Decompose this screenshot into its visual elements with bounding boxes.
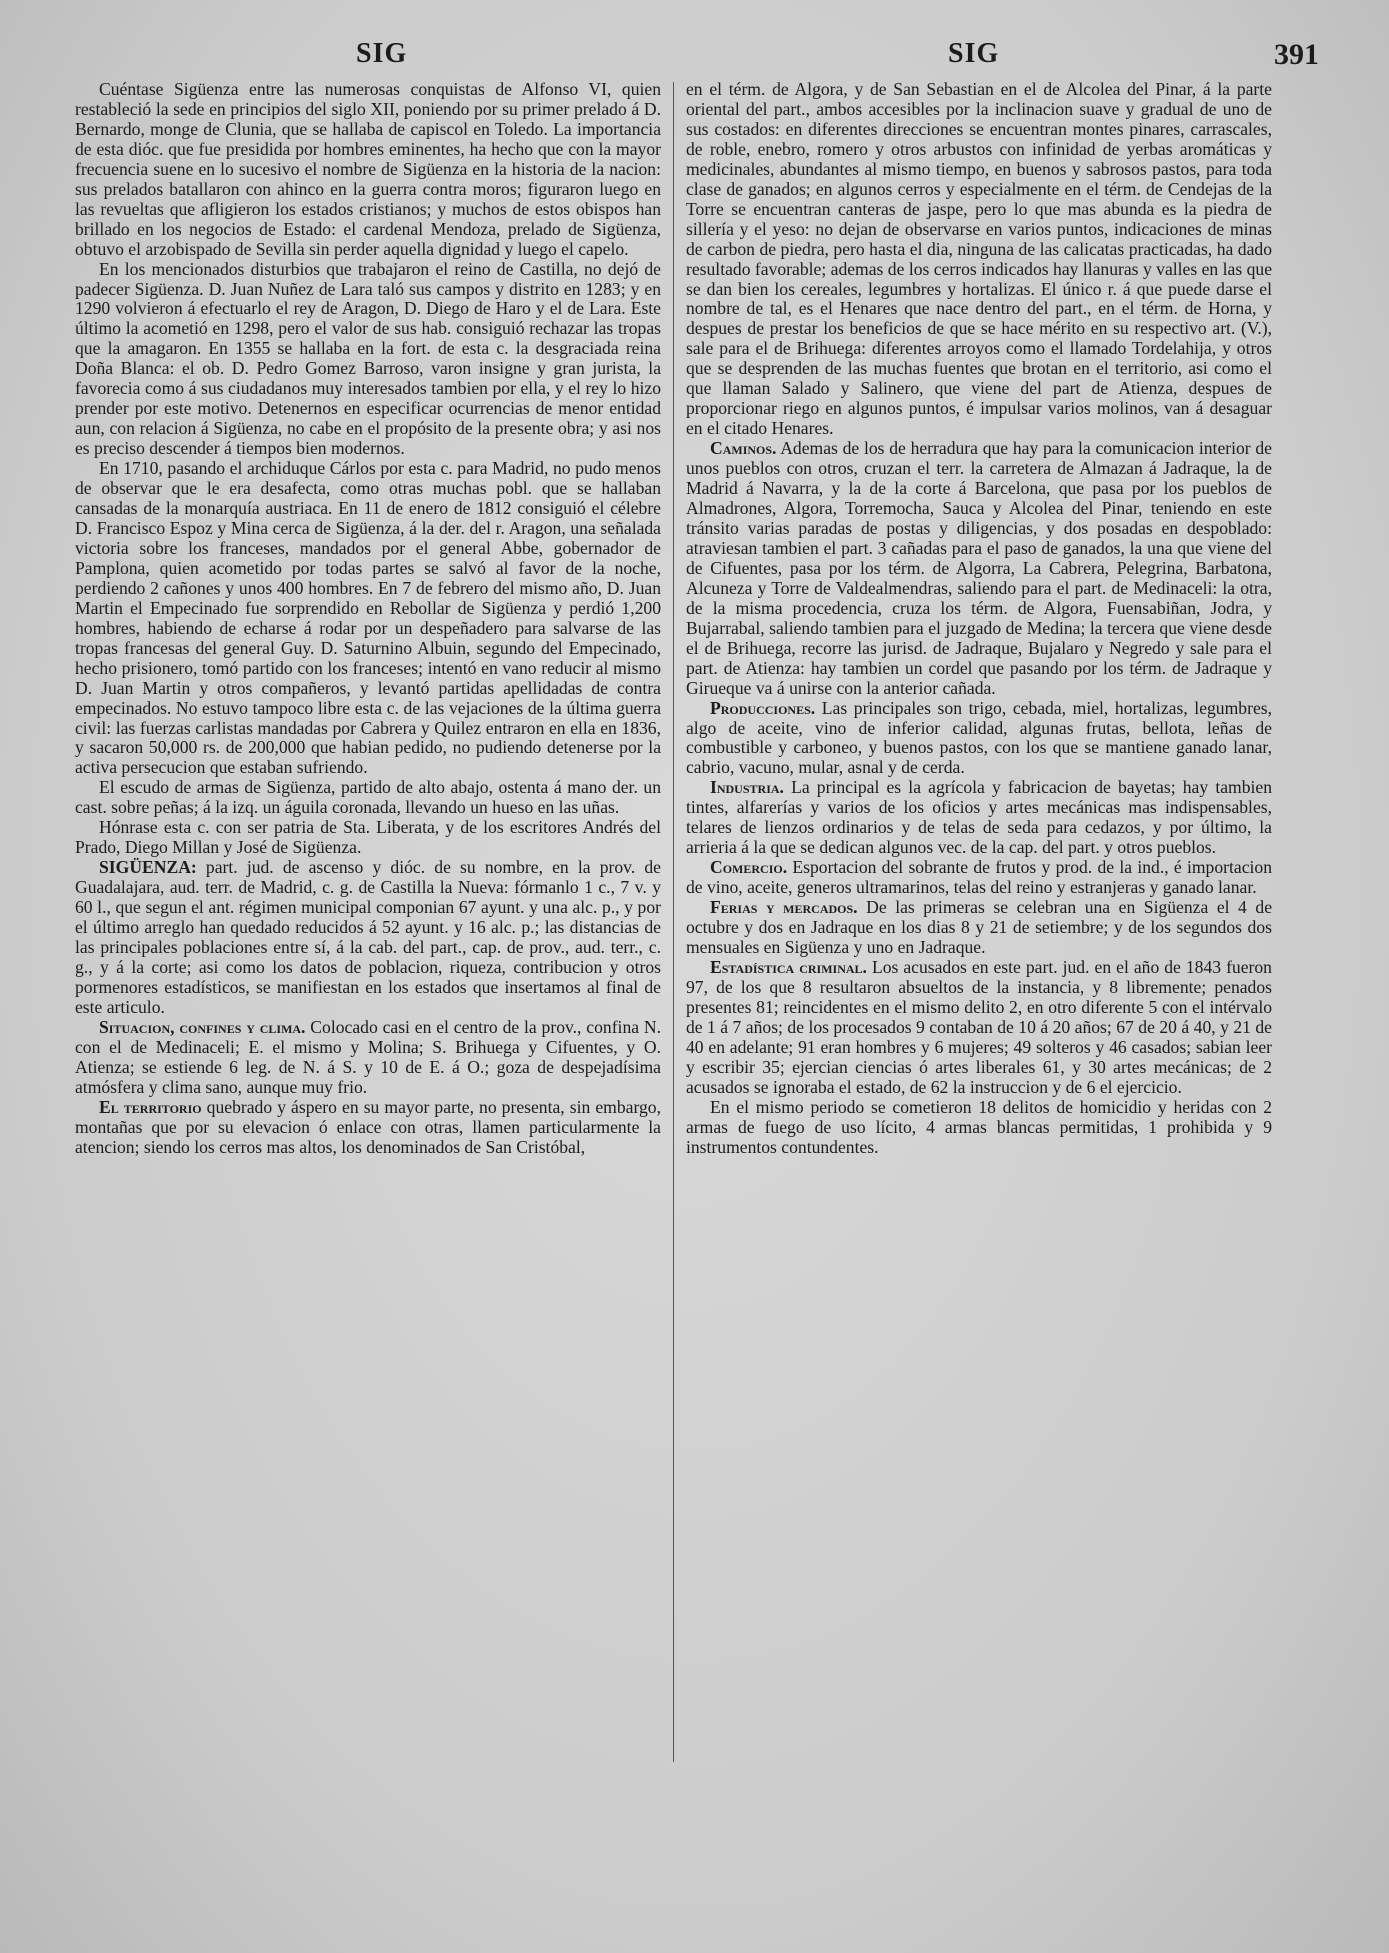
paragraph: Hónrase esta c. con ser patria de Sta. Liberata, y de los escritores Andrés del Prado, Diego Millan y José de Sigüenza.	[75, 817, 661, 858]
paragraph: Cuéntase Sigüenza entre las numerosas conquistas de Alfonso VI, quien restableció la sede en principios del siglo XII, poniendo por su primer prelado á D. Bernardo, monge de Clunia, que se hallaba de capiscol en Toledo. La importancia de esta dióc. que fue presidida por hombres eminentes, ha hecho que con la mayor frecuencia suene en lo sucesivo el nombre de Sigüenza en la historia de la nacion: sus prelados batallaron con ahinco en la guerra contra moros; figuraron luego en las revueltas que afligieron los estados cristianos; y muchos de estos obispos han brillado en los negocios de Estado: el cardenal Mendoza, prelado de Sigüenza, obtuvo el arzobispado de Sevilla sin perder aquella dignidad y luego el capelo.	[75, 79, 661, 259]
section-title: Caminos.	[710, 438, 777, 459]
section-paragraph: Estadística criminal. Los acusados en este part. jud. en el año de 1843 fueron 97, de los que 8 resultaron absueltos de la instancia, y 8 libremente; penados presentes 81; reincidentes en el mismo delito 2, en otro diferente 5 con el intérvalo de 1 á 7 años; de los procesados 9 contaban de 10 á 20 años; 67 de 20 á 40, y 21 de 40 en adelante; 91 eran hombres y 6 mujeres; 49 solteros y 46 casados; sabian leer y escribir 35; ejercian ciencias ó artes liberales 61, y 30 artes mecánicas; de 2 acusados se ignoraba el estado, de 62 la instruccion y de 6 el ejercicio.	[686, 956, 1272, 1097]
section-paragraph: Ferias y mercados. De las primeras se celebran una en Sigüenza el 4 de octubre y dos en Jadraque en los dias 8 y 21 de setiembre; y de los segundos dos mensuales en Sigüenza y uno en Jadraque.	[686, 897, 1273, 957]
paragraph: En 1710, pasando el archiduque Cárlos por esta c. para Madrid, no pudo menos de observar que le era desafecta, como otras muchas pobl. que se hallaban cansadas de la monarquía austriaca. En 11 de enero de 1812 consiguió el célebre D. Francisco Espoz y Mina cerca de Sigüenza, á la der. del r. Aragon, una señalada victoria sobre los franceses, mandados por el general Abbe, gobernador de Pamplona, quien acometido por todas partes se salvó al favor de la noche, perdiendo 2 cañones y unos 400 hombres. En 7 de febrero del mismo año, D. Juan Martin el Empecinado fue sorprendido en Rebollar de Sigüenza y perdió 1,200 hombres, habiendo de echarse á rodar por un despeñadero para salvarse de las tropas francesas del general Guy. D. Saturnino Albuin, segundo del Empecinado, hecho prisionero, tomó partido con los franceses; intentó en vano reducir al mismo D. Juan Martin y otros compañeros, y levantó partidas apellidadas de contra empecinados. No estuvo tampoco libre esta c. de las vejaciones de la última guerra civil: las fuerzas carlistas mandadas por Cabrera y Quilez entraron en ella en 1836, y sacaron 50,000 rs. de 200,000 que habian pedido, no pudiendo detenerse por la activa persecucion que estaban sufriendo.	[75, 458, 661, 778]
section-title: El territorio	[99, 1096, 202, 1117]
section-paragraph: El territorio quebrado y áspero en su mayor parte, no presenta, sin embargo, montañas que por su elevacion ó enlace con otras, llamen particularmente la atencion; siendo los cerros mas altos, los denominados de San Cristóbal,	[75, 1096, 661, 1157]
page-header	[70, 38, 1319, 78]
entry-heading-paragraph: SIGÜENZA: part. jud. de ascenso y dióc. de su nombre, en la prov. de Guadalajara, aud. terr. de Madrid, c. g. de Castilla la Nueva: fórmanlo 1 c., 7 v. y 60 l., que segun el ant. régimen municipal componian 67 ayunt. y una alc. p., y por el último arreglo han quedado reducidos á 52 ayunt. y 16 alc. p.; las distancias de las principales poblaciones entre sí, á la cab. del part., cap. de prov., aud. terr., c. g., y á la corte; asi como los datos de poblacion, riqueza, contribucion y otros pormenores estadísticos, se manifiestan en los estados que insertamos al final de este articulo.	[75, 857, 661, 1017]
section-title: Industria.	[710, 777, 784, 798]
section-title: Ferias y mercados.	[710, 897, 858, 918]
paragraph: en el térm. de Algora, y de San Sebastian en el de Alcolea del Pinar, á la parte oriental del part., ambos accesibles por la inclinacion suave y gradual de uno de sus costados: en diferentes direcciones se encuentran montes pinares, carrascales, de roble, enebro, romero y otros arbustos con infinidad de yerbas aromáticas y medicinales, abundantes al mismo tiempo, en buenos y sabrosos pastos, para toda clase de ganados; en algunos cerros y especialmente en el térm. de Cendejas de la Torre se encuentran canteras de jaspe, pero lo que mas abunda es la piedra de sillería y el yeso: no dejan de observarse en varios puntos, indicaciones de minas de carbon de piedra, pero hasta el dia, ninguna de las calicatas practicadas, ha dado resultado favorable; ademas de los cerros indicados hay llanuras y valles en las que se dan bien los cereales, legumbres y hortalizas. El único r. á que puede darse el nombre de tal, es el Henares que nace dentro del part., en el térm. de Horna, y despues de prestar los beneficios de que se hace mérito en su respectivo art. (V.), sale para el de Brihuega: diferentes arroyos como el llamado Tordelahija, y otros que se desprenden de las muchas fuentes que brotan en el territorio, asi como el que llaman Salado y Salinero, que viene del part de Atienza, despues de proporcionar riego en algunos puntos, é impulsar varios molinos, van á desaguar en el citado Henares.	[686, 79, 1272, 439]
right-column	[686, 80, 1272, 1157]
paragraph: El escudo de armas de Sigüenza, partido de alto abajo, ostenta á mano der. un cast. sobre peñas; á la izq. un águila coronada, llevando un hueso en las uñas.	[75, 777, 661, 818]
section-paragraph: Comercio. Esportacion del sobrante de frutos y prod. de la ind., é importacion de vino, aceite, generos ultramarinos, telas del reino y estranjeras y ganado lanar.	[686, 857, 1272, 898]
running-head-left: SIG	[356, 38, 408, 69]
left-column	[75, 80, 661, 1157]
section-paragraph: Situacion, confines y clima. Colocado casi en el centro de la prov., confina N. con el de Medinaceli; E. el mismo y Molina; S. Brihuega y Cifuentes, y O. Atienza; se estiende 6 leg. de N. á S. y 10 de E. á O.; goza de despejadísima atmósfera y clima sano, aunque muy frio.	[75, 1016, 661, 1097]
section-paragraph: Industria. La principal es la agrícola y fabricacion de bayetas; hay tambien tintes, alfarerías y varios de los oficios y artes mecánicas mas indispensables, telares de lienzos ordinarios y de telas de seda para cedazos, y por último, la arrieria á la que se dedican algunos vec. de la cap. del part. y otros pueblos.	[686, 777, 1272, 858]
entry-title: SIGÜENZA:	[99, 857, 197, 878]
section-paragraph: Producciones. Las principales son trigo, cebada, miel, hortalizas, legumbres, algo de aceite, vino de inferior calidad, algunas frutas, bellota, leñas de combustible y carboneo, y buenos pastos, con los que se mantiene ganado lanar, cabrio, vacuno, mular, asnal y de cerda.	[686, 697, 1272, 778]
page-number: 391	[1274, 38, 1319, 71]
running-head-right: SIG	[948, 38, 1000, 69]
section-title: Producciones.	[710, 697, 816, 718]
column-divider	[673, 82, 674, 1762]
section-title: Estadística criminal.	[710, 956, 867, 977]
paragraph: En los mencionados disturbios que trabajaron el reino de Castilla, no dejó de padecer Sigüenza. D. Juan Nuñez de Lara taló sus campos y distrito en 1283; y en 1290 volvieron á efectuarlo el rey de Aragon, D. Diego de Haro y el de Lara. Este último la acometió en 1298, pero el valor de sus hab. consiguió rechazar las tropas que la amagaron. En 1355 se hallaba en la fort. de esta c. la desgraciada reina Doña Blanca: el ob. D. Pedro Gomez Barroso, varon insigne y gran jurista, la favorecia como á sus ciudadanos muy interesados tambien por ella, y el rey lo hizo prender por este motivo. Detenernos en especificar ocurrencias de menor entidad aun, con relacion á Sigüenza, no cabe en el propósito de la presente obra; y asi nos es preciso descender á tiempos bien modernos.	[75, 258, 661, 459]
section-paragraph: Caminos. Ademas de los de herradura que hay para la comunicacion interior de unos pueblos con otros, cruzan el terr. la carretera de Almazan á Jadraque, la de Madrid á Navarra, y la de la corte á Barcelona, que pasa por los pueblos de Almadrones, Algora, Torremocha, Sauca y Alcolea del Pinar, teniendo en este tránsito varias paradas de postas y diligencias, y dos posadas en despoblado: atraviesan tambien el part. 3 cañadas para el paso de ganados, la una que viene del de Cifuentes, pasa por los térm. de Algorra, La Cabrera, Pelegrina, Barbatona, Alcuneza y Torre de Valdealmendras, saliendo para el part. de Medinaceli: la otra, de la misma procedencia, cruza los térm. de Algora, Fuensabiñan, Jodra, y Bujarrabal, saliendo tambien para el juzgado de Medina; la tercera que viene desde el de Brihuega, recorre las jurisd. de Jadraque, Bujalaro y Negredo y sale para el part. de Atienza: hay tambien un cordel que pasando por los térm. de Jadraque y Girueque va á unirse con la anterior cañada.	[686, 438, 1272, 698]
paragraph: En el mismo periodo se cometieron 18 delitos de homicidio y heridas con 2 armas de fuego de uso lícito, 4 armas blancas permitidas, 1 prohibida y 9 instrumentos contundentes.	[686, 1096, 1272, 1157]
section-title: Situacion, confines y clima.	[99, 1016, 306, 1037]
section-title: Comercio.	[710, 857, 788, 878]
